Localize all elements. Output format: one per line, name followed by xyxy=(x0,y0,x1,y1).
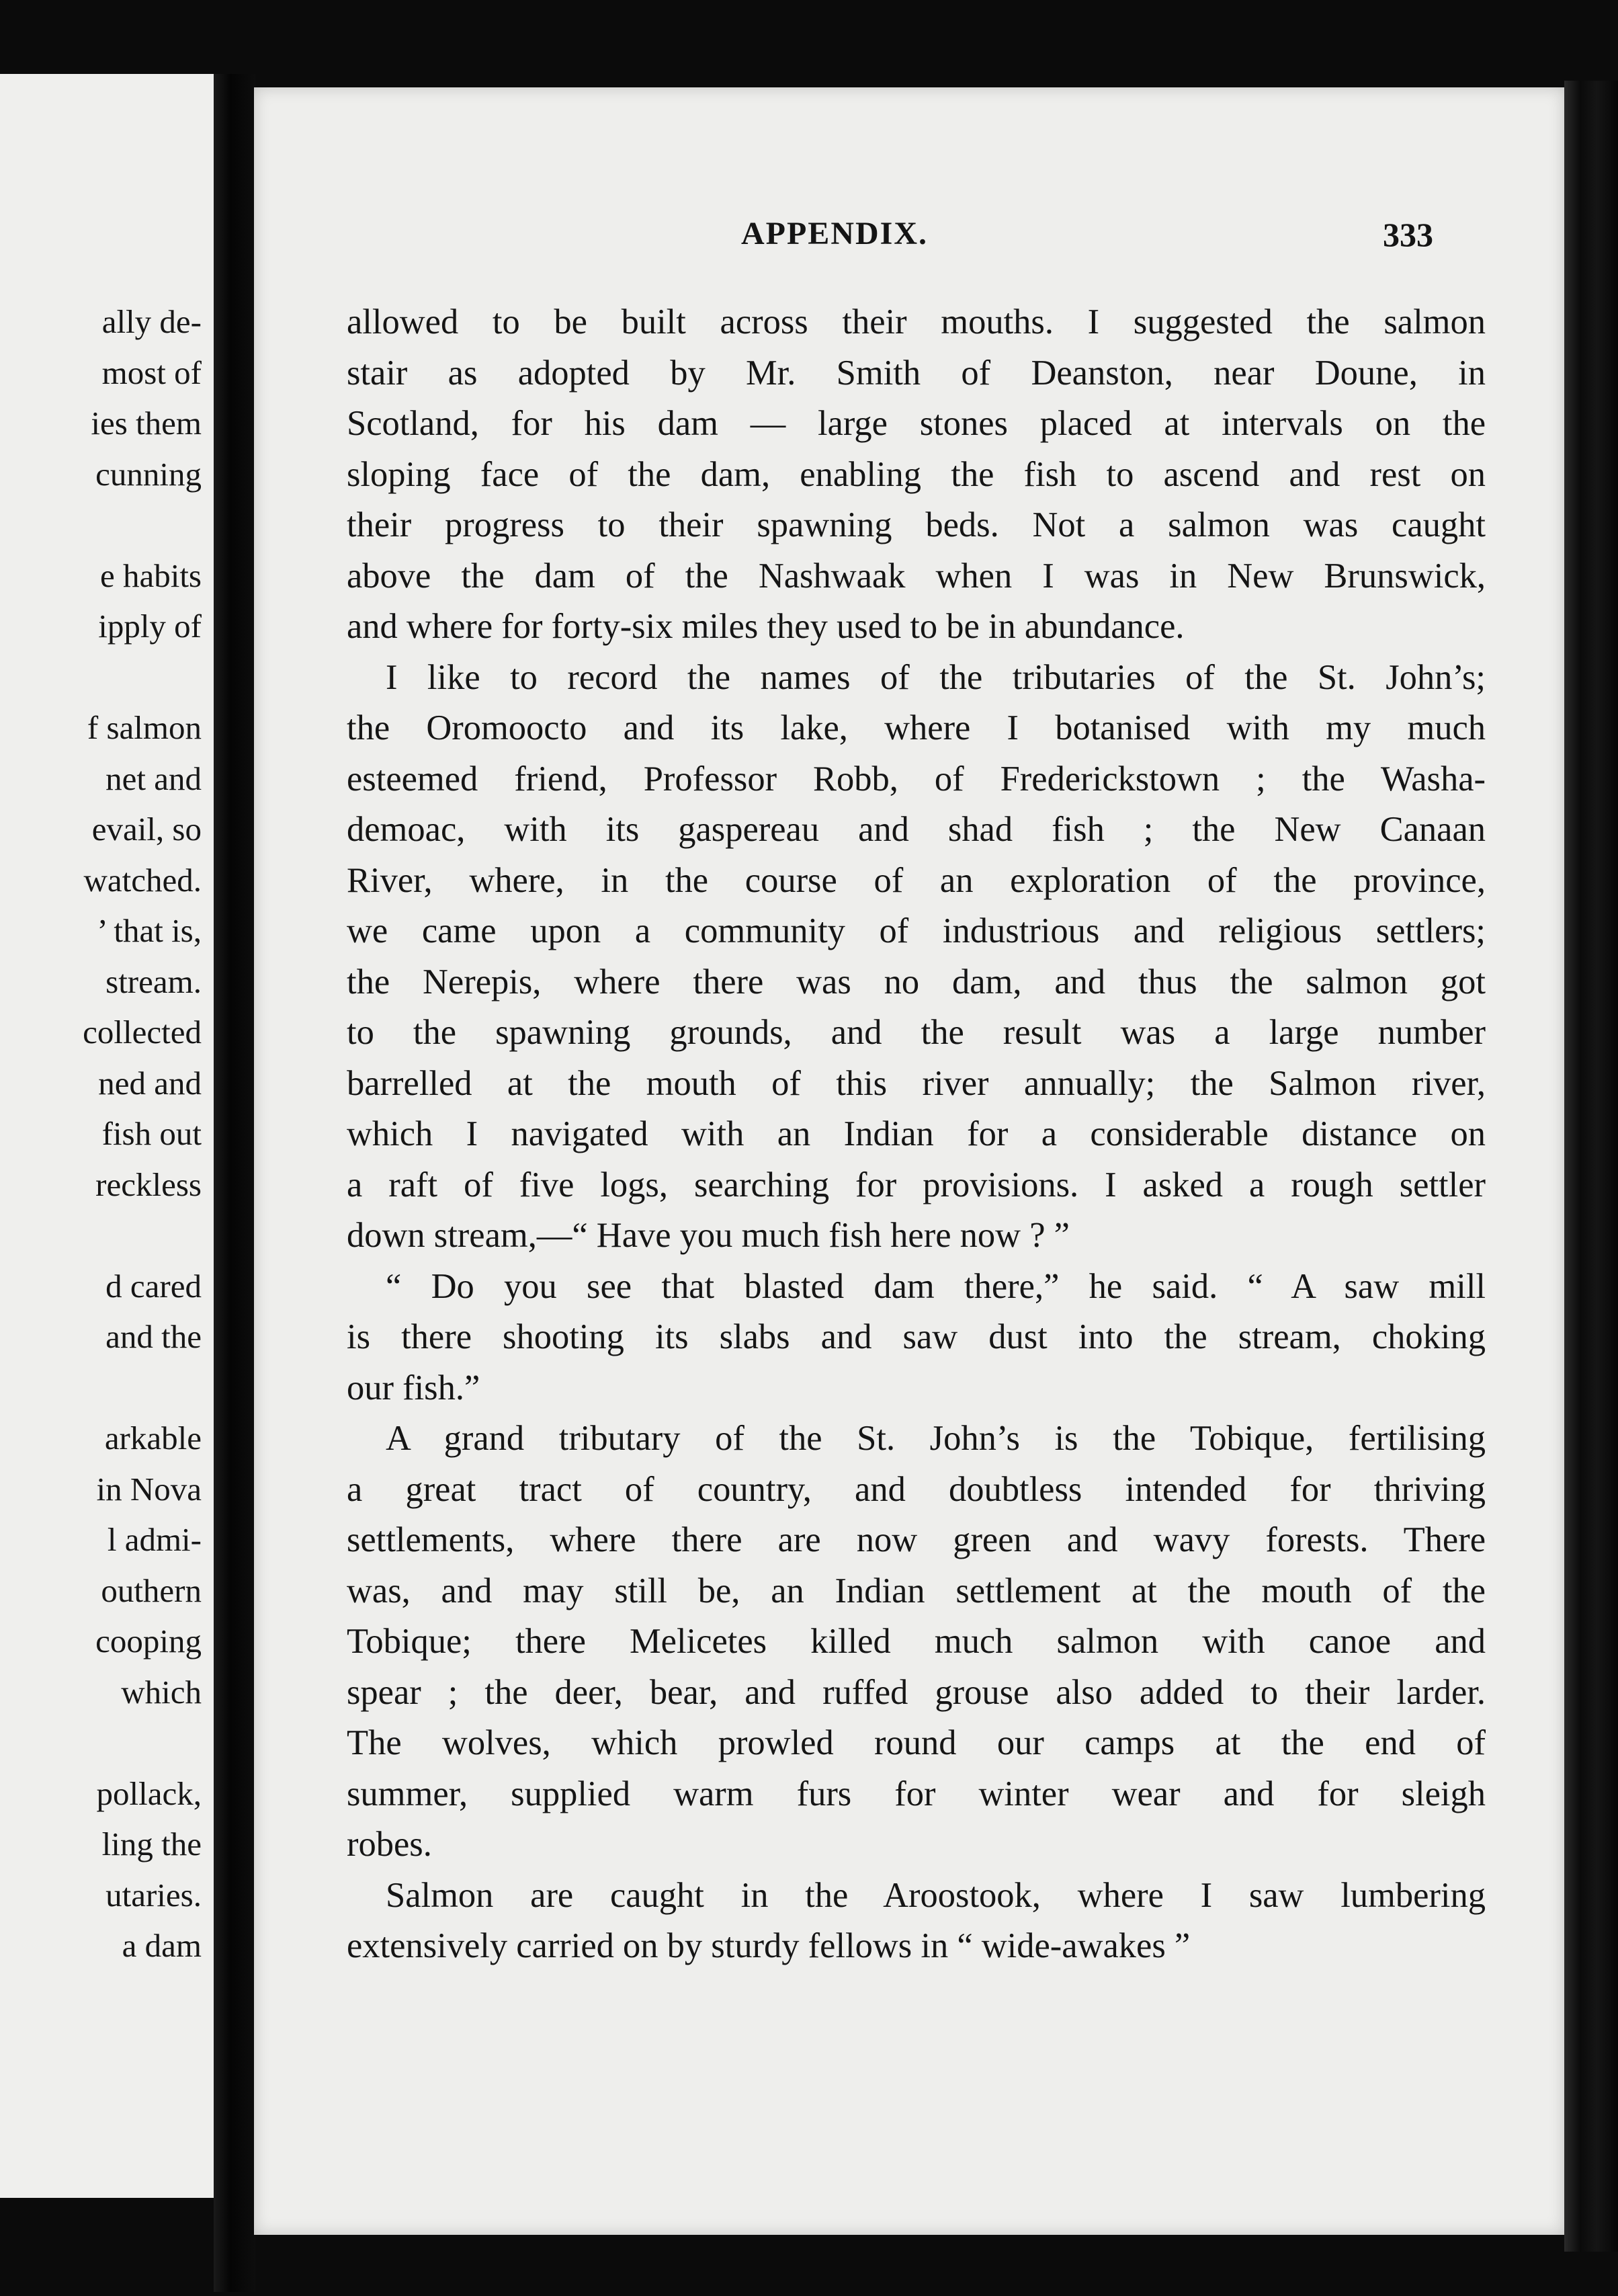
text-line: and where for forty-six miles they used to be in abundance. xyxy=(347,607,1185,646)
left-page-line: watched. xyxy=(83,861,202,899)
left-page-line: collected xyxy=(83,1014,202,1051)
text-line: above the dam of the Nashwaak when I was in New Brunswick, xyxy=(347,556,1486,596)
text-line: settlements, where there are now green and wavy forests. There xyxy=(347,1520,1486,1559)
left-page-line: most of xyxy=(101,354,202,391)
text-line: Tobique; there Melicetes killed much salmon with canoe and xyxy=(347,1622,1486,1661)
text-line: which I navigated with an Indian for a considerable distance on xyxy=(347,1114,1486,1153)
left-page-line: f salmon xyxy=(87,709,202,746)
text-line: The wolves, which prowled round our camps at the end of xyxy=(347,1723,1486,1762)
left-page-line: net and xyxy=(105,760,202,797)
page-edge xyxy=(1564,81,1618,2252)
left-page-line: l admi- xyxy=(107,1521,202,1558)
text-line: a raft of five logs, searching for provisions. I asked a rough settler xyxy=(347,1165,1486,1204)
text-line: extensively carried on by sturdy fellows in “ wide-awakes ” xyxy=(347,1926,1191,1965)
text-line: sloping face of the dam, enabling the fish to ascend and rest on xyxy=(347,454,1486,494)
running-head xyxy=(254,215,1564,269)
text-line: River, where, in the course of an exploration of the province, xyxy=(347,860,1486,900)
text-line: I like to record the names of the tributaries of the St. John’s; xyxy=(386,657,1486,697)
paragraph xyxy=(347,1413,1486,1871)
text-line: robes. xyxy=(347,1825,432,1864)
text-line: stair as adopted by Mr. Smith of Deanston, near Doune, in xyxy=(347,353,1486,393)
text-line: we came upon a community of industrious and religious settlers; xyxy=(347,911,1486,950)
running-title: APPENDIX. xyxy=(741,216,928,251)
left-page-line: pollack, xyxy=(96,1774,202,1812)
left-page-line: ’ that is, xyxy=(97,912,202,949)
text-line: was, and may still be, an Indian settlement at the mouth of the xyxy=(347,1571,1486,1610)
body-text xyxy=(347,297,1486,1972)
page-number: 333 xyxy=(1383,216,1433,253)
text-line: Scotland, for his dam — large stones placed at intervals on the xyxy=(347,404,1486,443)
text-line: summer, supplied warm furs for winter wear and for sleigh xyxy=(347,1774,1486,1813)
left-page-line: ipply of xyxy=(98,608,202,645)
left-page-line: arkable xyxy=(104,1420,202,1457)
left-page-line: stream. xyxy=(105,962,202,1000)
text-line: to the spawning grounds, and the result was a large number xyxy=(347,1013,1486,1052)
text-line: is there shooting its slabs and saw dust into the stream, choking xyxy=(347,1317,1486,1356)
paragraph xyxy=(347,653,1486,1262)
left-page-line: outhern xyxy=(101,1571,202,1609)
left-page-fragment xyxy=(0,74,214,2198)
book-gutter xyxy=(214,74,255,2292)
left-page-line: fish out xyxy=(101,1115,202,1152)
text-line: A grand tributary of the St. John’s is the Tobique, fertilising xyxy=(386,1419,1486,1458)
left-page-line: and the xyxy=(105,1318,202,1355)
left-page-line: cunning xyxy=(95,455,202,493)
text-line: down stream,—“ Have you much fish here now ? ” xyxy=(347,1216,1070,1255)
text-line: “ Do you see that blasted dam there,” he said. “ A saw mill xyxy=(386,1266,1486,1306)
left-page-line: in Nova xyxy=(96,1470,202,1508)
left-page-line: evail, so xyxy=(91,811,202,848)
text-line: our fish.” xyxy=(347,1368,480,1407)
left-page-line: ling the xyxy=(101,1826,202,1862)
left-page-line: a dam xyxy=(122,1927,202,1964)
left-page-line: ned and xyxy=(98,1064,202,1102)
text-line: demoac, with its gaspereau and shad fish ; the New Canaan xyxy=(347,810,1486,849)
left-page-line: reckless xyxy=(95,1165,202,1203)
text-line: a great tract of country, and doubtless intended for thriving xyxy=(347,1469,1486,1509)
text-line: Salmon are caught in the Aroostook, where I saw lumbering xyxy=(386,1875,1486,1915)
text-line: the Nerepis, where there was no dam, and thus the salmon got xyxy=(347,962,1486,1001)
text-line: spear ; the deer, bear, and ruffed grouse also added to their larder. xyxy=(347,1672,1486,1712)
left-page-line: ies them xyxy=(91,405,202,442)
page xyxy=(254,87,1564,2235)
left-page-line: utaries. xyxy=(105,1876,202,1914)
left-page-line: which xyxy=(121,1673,202,1711)
paragraph xyxy=(347,1871,1486,1972)
text-line: their progress to their spawning beds. Not a salmon was caught xyxy=(347,505,1486,544)
text-line: barrelled at the mouth of this river annually; the Salmon river, xyxy=(347,1063,1486,1103)
paragraph xyxy=(347,297,1486,653)
text-line: the Oromoocto and its lake, where I botanised with my much xyxy=(347,708,1486,747)
left-page-line: d cared xyxy=(105,1267,202,1305)
text-line: allowed to be built across their mouths. I suggested the salmon xyxy=(347,302,1486,341)
left-page-line: e habits xyxy=(99,557,202,594)
text-line: esteemed friend, Professor Robb, of Frederickstown ; the Washa- xyxy=(347,759,1486,798)
left-page-line: cooping xyxy=(95,1623,202,1659)
paragraph xyxy=(347,1262,1486,1414)
left-page-line: ally de- xyxy=(101,303,202,340)
